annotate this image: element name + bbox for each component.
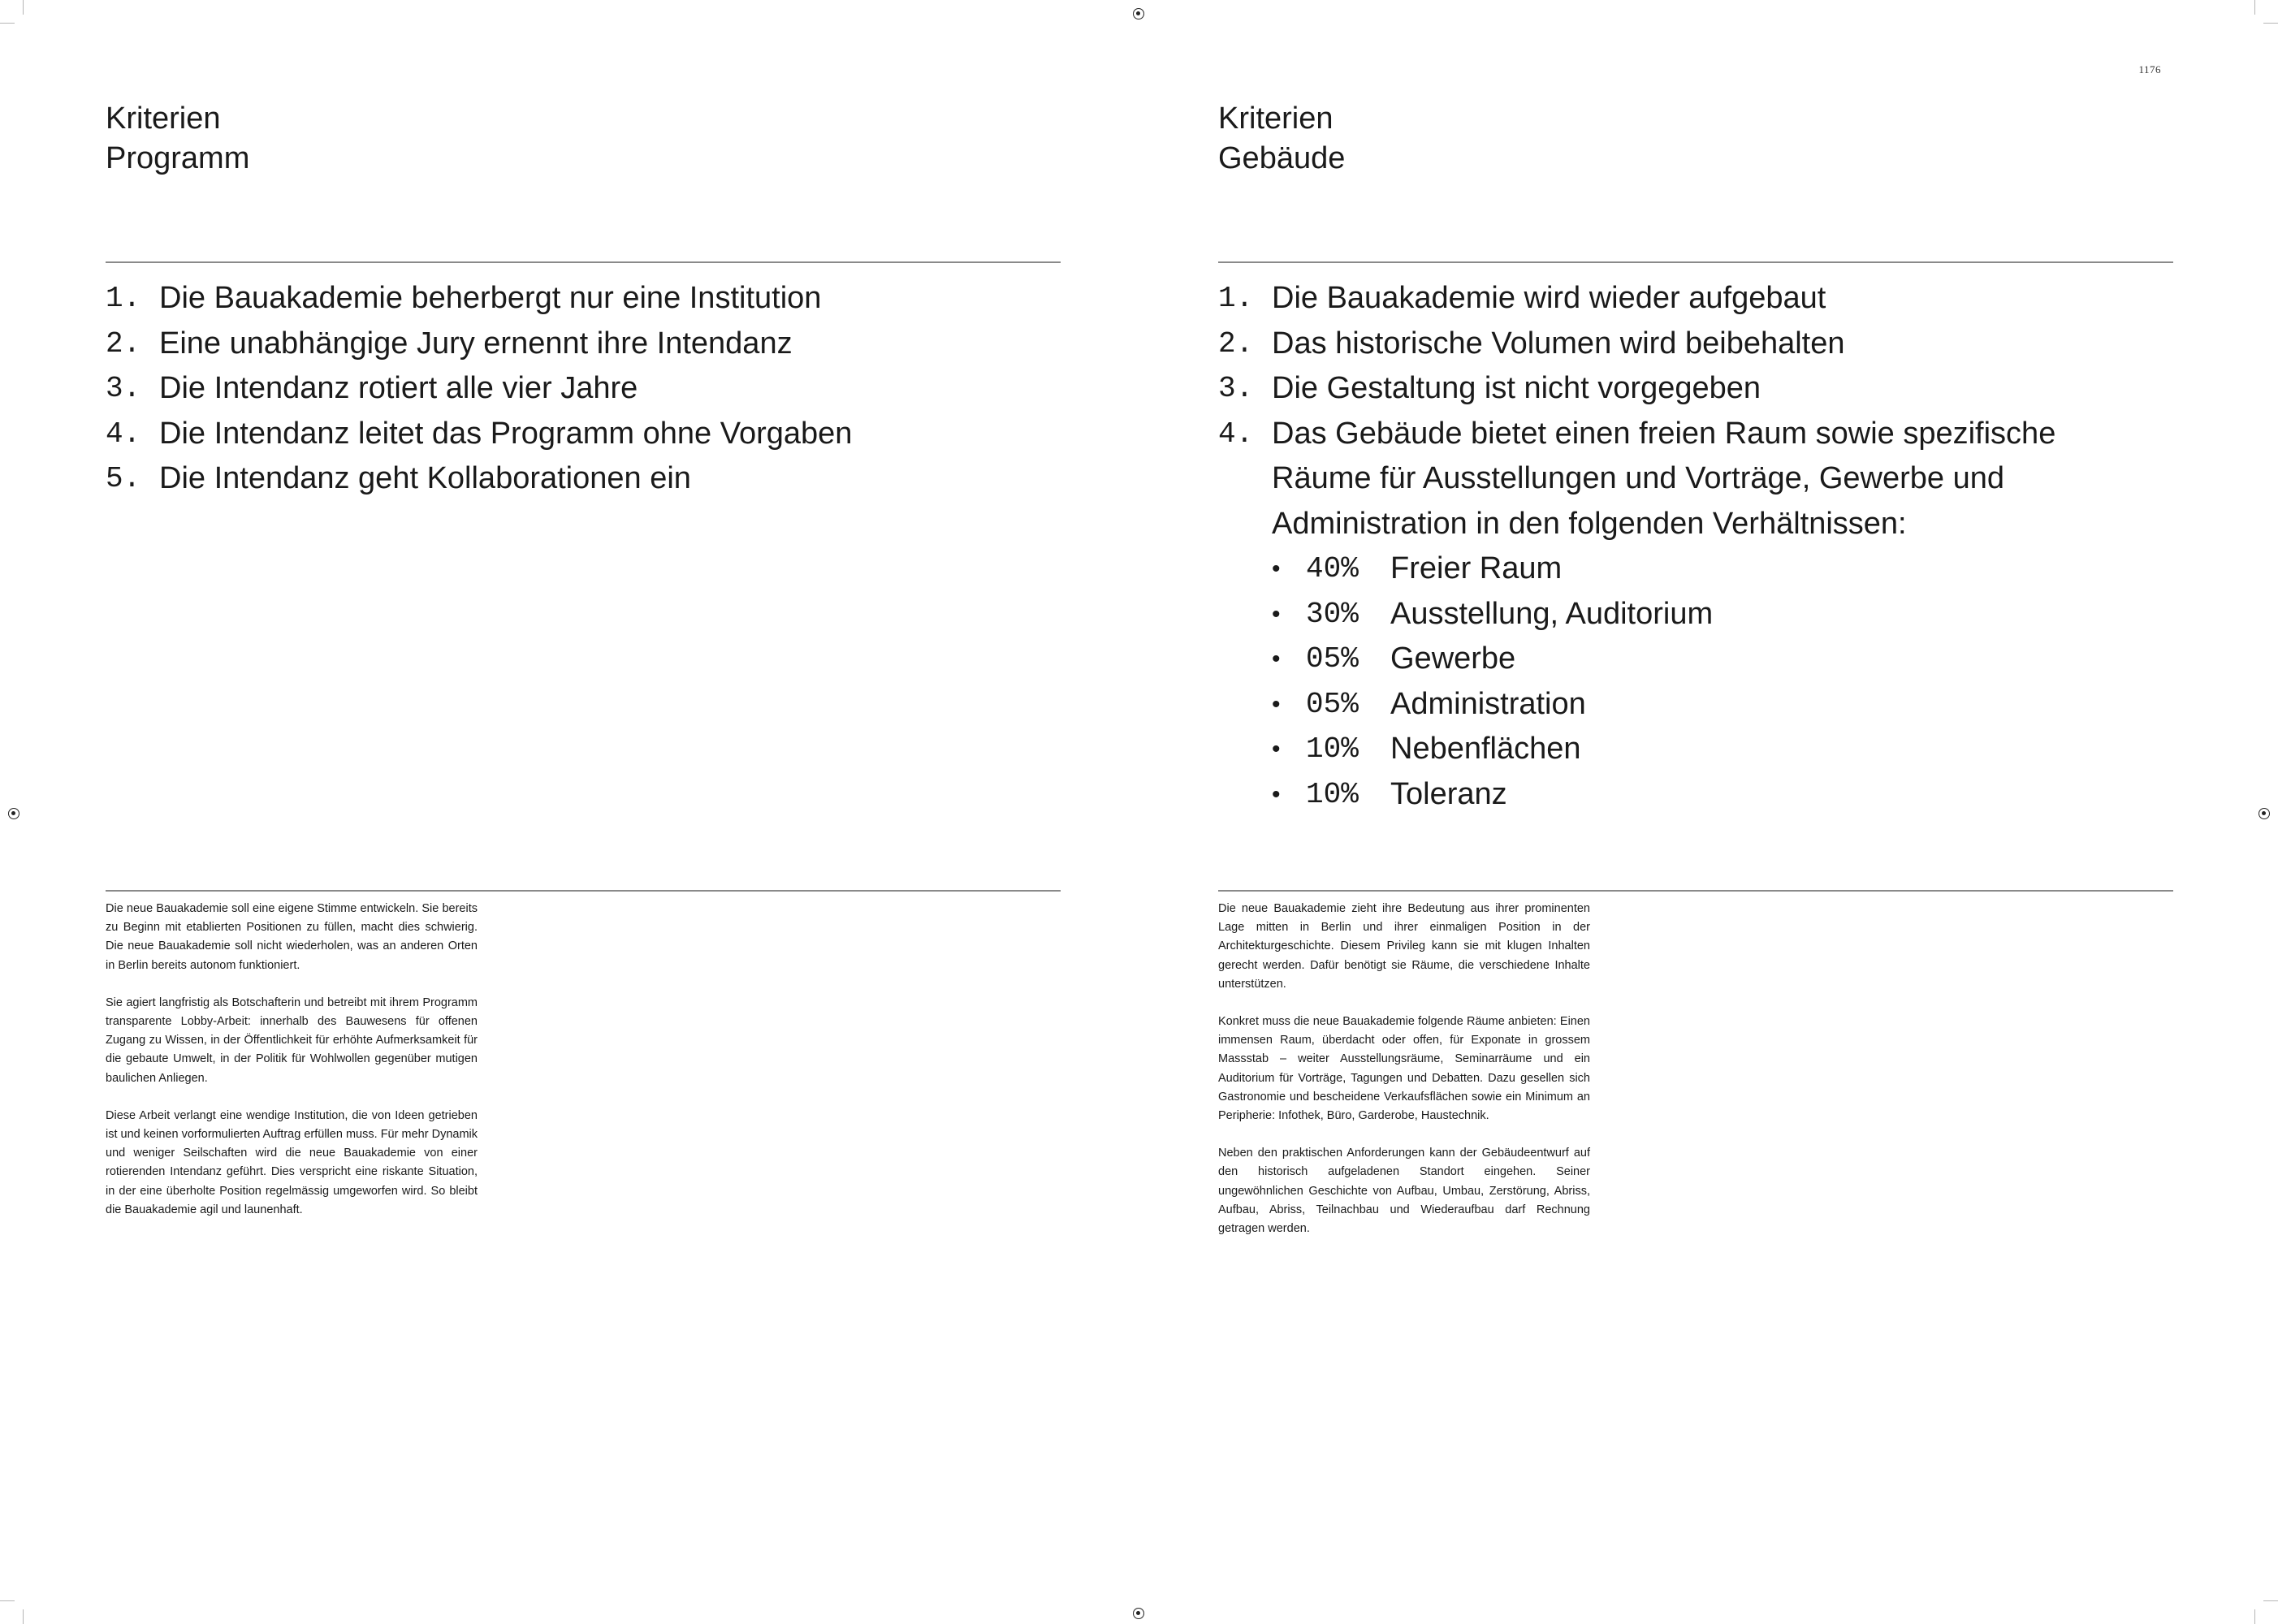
criteria-number: 2. [1218,326,1254,361]
paragraph: Neben den praktischen Anforderungen kann der Gebäudeentwurf auf den historisch aufgeladenen Standort eingehen. Seiner ungewöhnlichen Geschichte von Aufbau, Umbau, Zerstörung, Abriss, Aufbau, Abriss, Teilnachbau und Wiederaufbau darf Rechnung getragen werden. [1218,1147,1590,1236]
criteria-number: 1. [1218,282,1254,315]
bullet-icon: • [1272,555,1281,582]
title-line-1: Kriterien [106,102,221,136]
divider-bottom [106,890,1061,892]
criteria-number: 2. [106,326,141,361]
divider-top [106,261,1061,263]
criteria-list-gebaeude [1218,276,2168,817]
ratio-label: Freier Raum [1390,551,1563,585]
title-line-2: Gebäude [1218,141,1346,175]
paragraph: Diese Arbeit verlangt eine wendige Institution, die von Ideen getrieben ist und keinen vorformulierten Auftrag erfüllen muss. Für mehr Dynamik und weniger Seilschaften wird die neue Bauakademie von einer rotierenden Intendanz geführt. Dies verspricht eine riskante Situation, in der eine überholte Position regelmässig umgeworfen wird. So bleibt die Bauakademie agil und launenhaft. [106,1108,478,1216]
criteria-item [1218,366,2168,412]
criteria-item [106,412,1056,457]
criteria-item [1218,412,2168,818]
criteria-text: Eine unabhängige Jury ernennt ihre Intendanz [159,326,793,361]
ratio-item-gewerbe [1272,637,2168,682]
criteria-number: 4. [106,417,141,451]
ratio-percent: 30% [1306,597,1359,631]
criteria-number: 3. [1218,372,1254,405]
title-line-1: Kriterien [1218,102,1334,136]
page-number: 1176 [2138,63,2161,76]
divider-top [1218,261,2173,263]
bullet-icon: • [1272,780,1281,808]
paragraph: Die neue Bauakademie zieht ihre Bedeutung aus ihrer prominenten Lage mitten in Berlin und ihrer einmaligen Position in der Architekturgeschichte. Diesem Privileg kann sie mit klugen Inhalten gerecht werden. Dafür benötigt sie Räume, die verschiedene Inhalte unterstützen. [1218,902,1590,991]
criteria-text: Die Gestaltung ist nicht vorgegeben [1272,371,1761,405]
criteria-text: Die Intendanz geht Kollaborationen ein [159,461,691,495]
criteria-item [1218,322,2168,367]
ratio-label: Administration [1390,686,1586,721]
criteria-item [106,456,1056,502]
body-text-gebaeude [1218,900,1590,1257]
ratio-percent: 05% [1306,687,1359,721]
ratio-item-toleranz [1272,772,2168,818]
criteria-item [106,366,1056,412]
divider-bottom [1218,890,2173,892]
ratio-label: Toleranz [1390,776,1507,811]
bullet-icon: • [1272,690,1281,718]
ratio-item-ausstellung [1272,592,2168,637]
ratio-label: Ausstellung, Auditorium [1390,596,1714,631]
ratio-percent: 05% [1306,642,1359,676]
ratio-percent: 10% [1306,732,1359,766]
ratio-item-nebenflaechen [1272,727,2168,772]
ratio-label: Gewerbe [1390,641,1516,676]
bullet-icon: • [1272,600,1281,628]
criteria-text-with-ratios [1272,412,2168,818]
criteria-item [1218,276,2168,322]
criteria-text: Die Bauakademie wird wieder aufgebaut [1272,281,1826,315]
criteria-text: Das historische Volumen wird beibehalten [1272,326,1845,361]
bullet-icon: • [1272,646,1281,672]
ratio-item-freier-raum [1272,546,2168,592]
ratio-percent: 10% [1306,777,1359,811]
criteria-number: 5. [106,462,141,495]
criteria-number: 4. [1218,417,1254,451]
ratio-item-administration [1272,682,2168,728]
criteria-text: Die Bauakademie beherbergt nur eine Institution [159,281,822,315]
criteria-number: 1. [106,282,141,315]
paragraph: Die neue Bauakademie soll eine eigene Stimme entwickeln. Sie bereits zu Beginn mit etablierten Positionen zu füllen, macht dies schwierig. Die neue Bauakademie soll nicht wiederholen, was an anderen Orten in Berlin bereits autonom funktioniert. [106,902,478,972]
body-text-programm [106,900,478,1238]
criteria-number: 3. [106,372,141,405]
criteria-item [106,276,1056,322]
right-page [1139,0,2277,1624]
ratio-label: Nebenflächen [1390,732,1581,766]
space-ratio-list [1272,546,2168,817]
criteria-text: Die Intendanz leitet das Programm ohne Vorgaben [159,416,853,451]
section-title-gebaeude [1218,99,1345,179]
ratio-percent: 40% [1306,552,1359,585]
criteria-text: Das Gebäude bietet einen freien Raum sowie spezifische Räume für Ausstellungen und Vorträge, Gewerbe und Administration in den folgenden Verhältnissen: [1272,416,2056,541]
criteria-text: Die Intendanz rotiert alle vier Jahre [159,371,638,405]
title-line-2: Programm [106,141,250,175]
paragraph: Konkret muss die neue Bauakademie folgende Räume anbieten: Einen immensen Raum, überdacht oder offen, für Exponate in grossem Massstab – weiter Ausstellungsräume, Seminarräume und ein Auditorium für Vorträge, Tagungen und Debatten. Dazu gesellen sich Gastronomie und bescheidene Verkaufsflächen sowie ein Minimum an Peripherie: Infothek, Büro, Garderobe, Haustechnik. [1218,1015,1590,1123]
criteria-item [106,322,1056,367]
bullet-icon: • [1272,736,1281,762]
section-title-programm [106,99,249,179]
criteria-list-programm [106,276,1056,502]
paragraph: Sie agiert langfristig als Botschafterin und betreibt mit ihrem Programm transparente Lobby-Arbeit: innerhalb des Bauwesens für offenen Zugang zu Wissen, in der Öffentlichkeit für erhöhte Aufmerksamkeit für die gebaute Umwelt, in der Politik für Wohlwollen gegenüber mutigen baulichen Anliegen. [106,996,478,1085]
